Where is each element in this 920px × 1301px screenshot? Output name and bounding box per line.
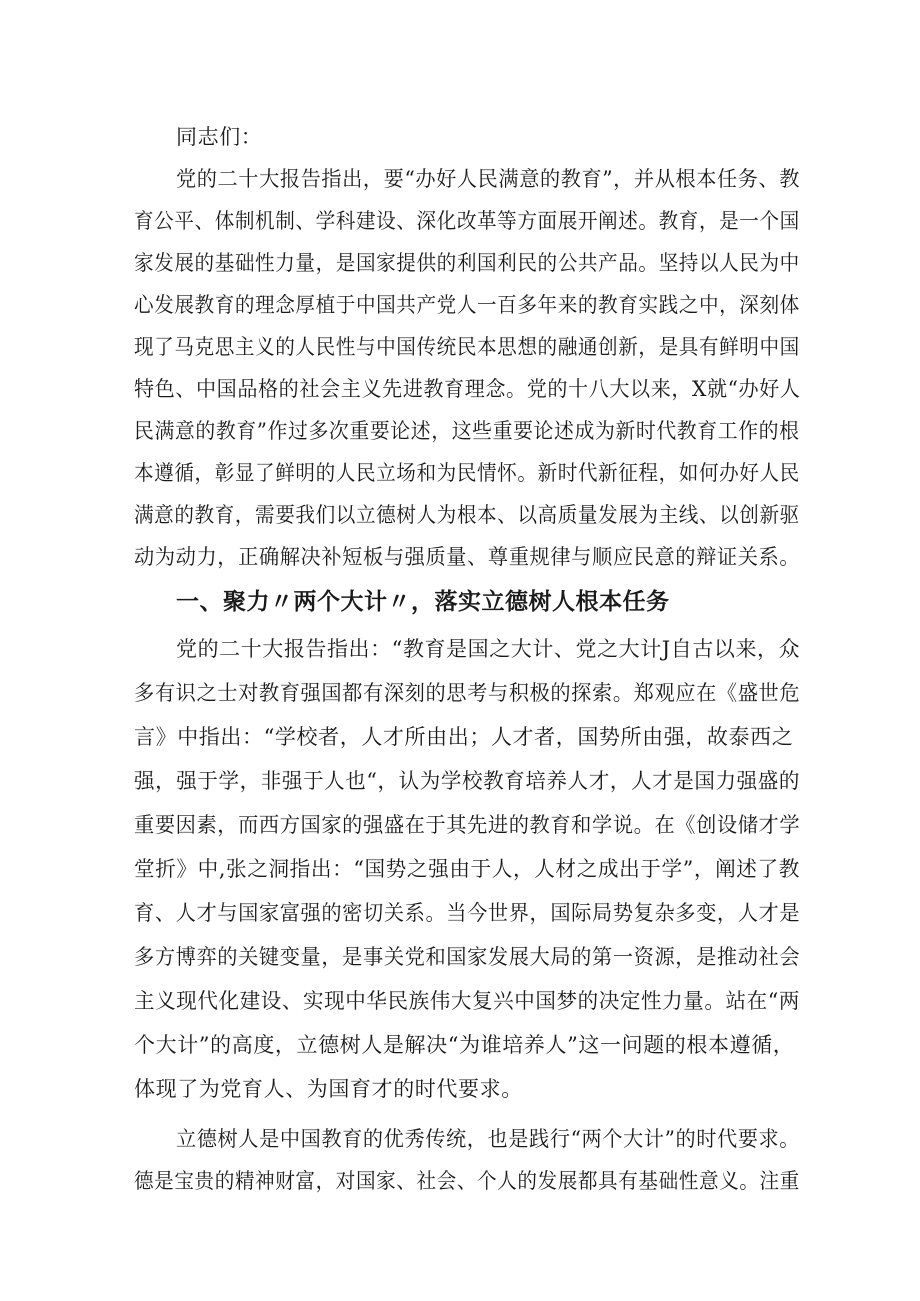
paragraph-2-line: 强，强于学，非强于人也“，认为学校教育培养人才，人才是国力强盛的 <box>134 769 800 793</box>
paragraph-2-line: 重要因素，而西方国家的强盛在于其先进的教育和学说。在《创设储才学 <box>134 813 801 837</box>
paragraph-2-line: 体现了为党育人、为国育才的时代要求。 <box>134 1077 523 1101</box>
paragraph-1-line: 党的二十大报告指出，要“办好人民满意的教育”，并从根本任务、教 <box>176 167 801 191</box>
paragraph-1-line: 满意的教育，需要我们以立德树人为根本、以高质量发展为主线、以创新驱 <box>134 503 800 527</box>
paragraph-1-line: 特色、中国品格的社会主义先进教育理念。党的十八大以来，X就“办好人 <box>134 377 801 401</box>
section-heading: 一、聚力〃两个大计〃，落实立德树人根本任务 <box>176 589 670 615</box>
paragraph-1-line: 育公平、体制机制、学科建设、深化改革等方面展开阐述。教育，是一个国 <box>134 209 800 233</box>
paragraph-1-line: 现了马克思主义的人民性与中国传统民本思想的融通创新，是具有鲜明中国 <box>134 335 800 359</box>
paragraph-1-line: 本遵循，彰显了鲜明的人民立场和为民情怀。新时代新征程，如何办好人民 <box>134 461 800 485</box>
paragraph-2-line: 党的二十大报告指出：“教育是国之大计、党之大计J自古以来，众 <box>176 637 801 661</box>
paragraph-2-line: 多方博弈的关键变量，是事关党和国家发展大局的第一资源，是推动社会 <box>134 945 801 969</box>
paragraph-2-line: 多有识之士对教育强国都有深刻的思考与积极的探索。郑观应在《盛世危 <box>134 681 801 705</box>
paragraph-1-line: 民满意的教育”作过多次重要论述，这些重要论述成为新时代教育工作的根 <box>134 419 800 443</box>
paragraph-3-line: 立德树人是中国教育的优秀传统，也是践行“两个大计”的时代要求。 <box>176 1127 801 1151</box>
paragraph-1-line: 家发展的基础性力量，是国家提供的利国利民的公共产品。坚持以人民为中 <box>134 251 800 275</box>
paragraph-2-line: 言》中指出：“学校者，人才所由出；人才者，国势所由强，故泰西之 <box>134 725 794 749</box>
paragraph-2-line: 堂折》中,张之洞指出：“国势之强由于人，人材之成出于学”，阐述了教 <box>134 857 800 881</box>
paragraph-3-line: 德是宝贵的精神财富，对国家、社会、个人的发展都具有基础性意义。注重 <box>134 1169 800 1193</box>
paragraph-2-line: 育、人才与国家富强的密切关系。当今世界，国际局势复杂多变，人才是 <box>134 901 801 925</box>
paragraph-2-line: 主义现代化建设、实现中华民族伟大复兴中国梦的决定性力量。站在“两 <box>134 989 800 1013</box>
paragraph-1-line: 心发展教育的理念厚植于中国共产党人一百多年来的教育实践之中，深刻体 <box>134 293 800 317</box>
paragraph-2-line: 个大计”的高度，立德树人是解决“为谁培养人”这一问题的根本遵循， <box>134 1033 795 1057</box>
salutation: 同志们： <box>176 125 263 149</box>
paragraph-1-line: 动为动力，正确解决补短板与强质量、尊重规律与顺应民意的辩证关系。 <box>134 545 801 569</box>
